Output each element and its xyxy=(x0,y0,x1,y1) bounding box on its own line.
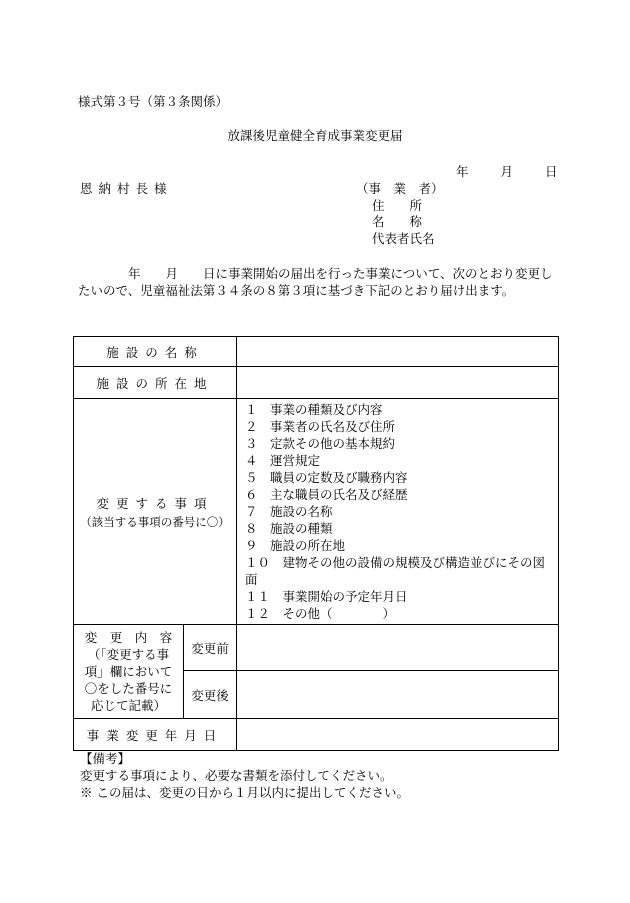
submission-date xyxy=(456,164,558,180)
notes-line: ※ この届は、変更の日から１月以内に提出してください。 xyxy=(80,785,409,800)
facility-name-label: 施設の名称 xyxy=(74,337,237,367)
applicant-block xyxy=(356,181,444,247)
facility-address-field[interactable] xyxy=(237,367,559,399)
notes-heading: 【備考】 xyxy=(80,751,131,766)
change-item[interactable]: １２ その他（ ） xyxy=(245,606,396,621)
addressee: 恩納村長様 xyxy=(80,181,173,196)
change-items-note: （該当する事項の番号に〇） xyxy=(80,514,230,529)
applicant-address-label: 住 所 xyxy=(372,197,423,213)
change-item[interactable]: １１ 事業開始の予定年月日 xyxy=(245,589,408,604)
change-content-note: 〇をした番号に xyxy=(84,681,173,696)
date-month: 月 xyxy=(500,164,514,179)
change-item[interactable]: ５ 職員の定数及び職務内容 xyxy=(245,470,408,485)
body-text: 年 月 日に事業開始の届出を行った事業について、次のとおり変更したいので、児童福祉法第３４条の８第３項に基づき下記のとおり届け出ます。 xyxy=(78,266,553,298)
change-item[interactable]: ８ 施設の種類 xyxy=(245,521,333,536)
change-item[interactable]: ３ 定款その他の基本規約 xyxy=(245,436,396,451)
change-form-table xyxy=(73,336,559,751)
facility-name-field[interactable] xyxy=(237,337,559,367)
form-number: 様式第３号（第３条関係） xyxy=(78,94,229,109)
change-items-label-cell xyxy=(74,399,237,625)
applicant-name-label: 名 称 xyxy=(372,214,423,229)
change-item[interactable]: ４ 運営規定 xyxy=(245,453,321,468)
change-date-label: 事業変更年月日 xyxy=(74,719,237,751)
change-content-note: （「変更する事 xyxy=(87,647,170,662)
change-content-label-cell xyxy=(74,625,184,719)
change-item[interactable]: １ 事業の種類及び内容 xyxy=(245,402,383,417)
after-field[interactable] xyxy=(237,671,559,719)
change-item[interactable]: ７ 施設の名称 xyxy=(245,504,333,519)
applicant-heading: （事 業 者） xyxy=(356,181,444,196)
date-day: 日 xyxy=(545,164,558,179)
notes-line: 変更する事項により、必要な書類を添付してください。 xyxy=(80,768,393,783)
before-label: 変更前 xyxy=(184,625,237,671)
facility-address-label: 施設の所在地 xyxy=(74,367,237,399)
change-content-label: 変 更 内 容 xyxy=(84,630,173,645)
before-field[interactable] xyxy=(237,625,559,671)
change-items-list[interactable] xyxy=(237,399,559,625)
change-content-note: 項」欄において xyxy=(84,664,173,679)
after-label: 変更後 xyxy=(184,671,237,719)
date-year: 年 xyxy=(456,164,469,179)
page-title: 放課後児童健全育成事業変更届 xyxy=(227,128,403,143)
change-item[interactable]: ６ 主な職員の氏名及び経歴 xyxy=(245,487,408,502)
change-item[interactable]: ２ 事業者の氏名及び住所 xyxy=(245,419,396,434)
change-item[interactable]: ９ 施設の所在地 xyxy=(245,538,346,553)
notes xyxy=(80,750,409,801)
change-items-label: 変更する事項 xyxy=(96,495,214,511)
change-date-field[interactable] xyxy=(237,719,559,751)
change-content-note: 応じて記載） xyxy=(90,698,166,713)
change-item[interactable]: １０ 建物その他の設備の規模及び構造並びにその図面 xyxy=(245,555,546,587)
applicant-representative-label: 代表者氏名 xyxy=(372,230,435,246)
